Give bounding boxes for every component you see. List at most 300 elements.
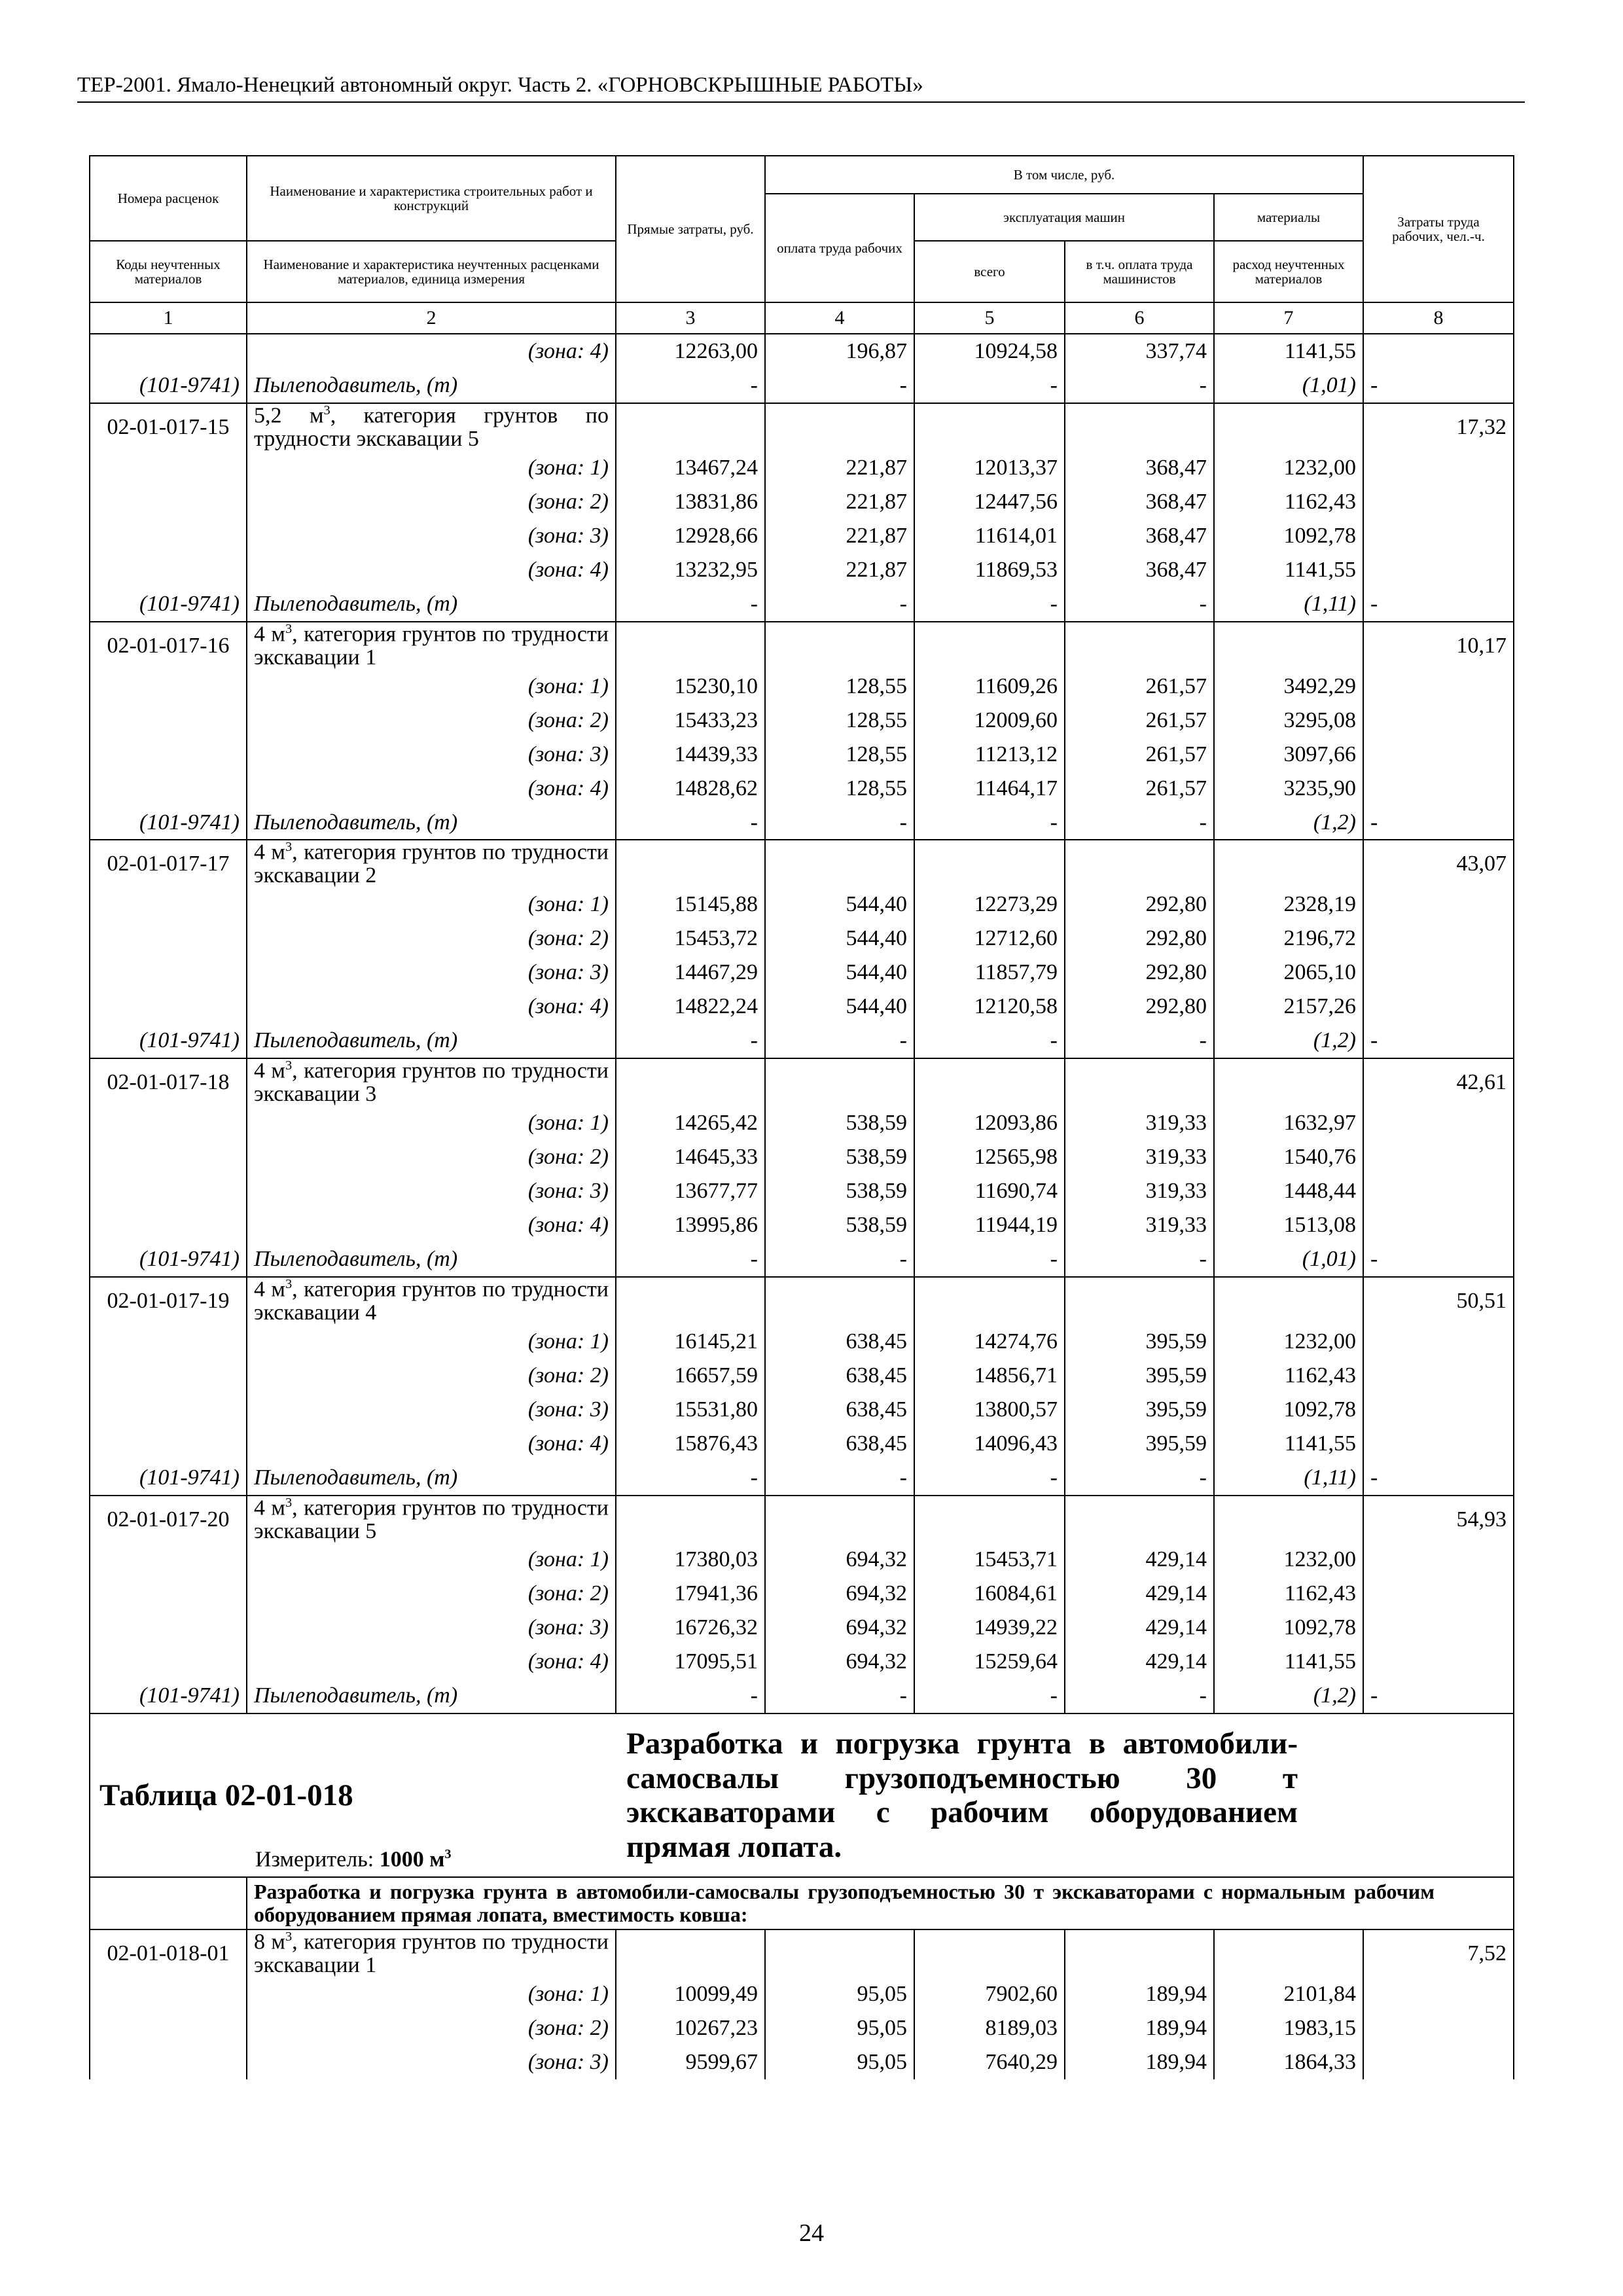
value-cell: 544,40: [765, 922, 914, 956]
description-text: , категория грунтов по трудности экскавации 1: [254, 622, 609, 670]
col6-header: в т.ч. оплата труда машинистов: [1065, 241, 1214, 302]
value-cell: 319,33: [1065, 1208, 1214, 1242]
empty-cell: [1363, 1577, 1514, 1611]
material-value: -: [1065, 1679, 1214, 1713]
value-cell: 14439,33: [616, 737, 765, 771]
material-labor: -: [1363, 1461, 1514, 1496]
empty-cell: [1214, 1496, 1363, 1543]
table-label: Таблица 02-01-018: [99, 1778, 353, 1812]
zone-label: (зона: 2): [247, 1359, 616, 1393]
value-cell: 10267,23: [616, 2011, 765, 2045]
material-value: (1,01): [1214, 368, 1363, 403]
empty-cell: [90, 1393, 247, 1427]
empty-cell: [90, 2011, 247, 2045]
material-code: (101-9741): [90, 1242, 247, 1277]
value-cell: 221,87: [765, 451, 914, 485]
labor-cost: 17,32: [1363, 403, 1514, 451]
column-number: 4: [765, 302, 914, 334]
empty-cell: [90, 888, 247, 922]
value-cell: 638,45: [765, 1393, 914, 1427]
col7-header: расход неучтенных материалов: [1214, 241, 1363, 302]
empty-cell: [90, 1208, 247, 1242]
value-cell: 17380,03: [616, 1543, 765, 1577]
value-cell: 11614,01: [914, 519, 1065, 553]
value-cell: 9599,67: [616, 2045, 765, 2079]
value-cell: 8189,03: [914, 2011, 1065, 2045]
value-cell: 14822,24: [616, 990, 765, 1024]
zone-row: [90, 922, 1514, 956]
value-cell: 15453,71: [914, 1543, 1065, 1577]
empty-cell: [1363, 1325, 1514, 1359]
material-value: (1,2): [1214, 805, 1363, 840]
column-number: 2: [247, 302, 616, 334]
zone-label: (зона: 3): [247, 1174, 616, 1208]
empty-cell: [1363, 1427, 1514, 1461]
zone-label: (зона: 3): [247, 519, 616, 553]
material-value: -: [765, 368, 914, 403]
empty-cell: [90, 703, 247, 737]
rate-code: 02-01-017-16: [90, 622, 247, 670]
material-value: -: [1065, 805, 1214, 840]
value-cell: 292,80: [1065, 922, 1214, 956]
empty-cell: [90, 990, 247, 1024]
value-cell: 638,45: [765, 1325, 914, 1359]
zone-label: (зона: 4): [247, 334, 616, 368]
value-cell: 221,87: [765, 485, 914, 519]
zone-row: [90, 451, 1514, 485]
zone-row: [90, 1977, 1514, 2011]
value-cell: 538,59: [765, 1140, 914, 1174]
value-cell: 14096,43: [914, 1427, 1065, 1461]
zone-label: (зона: 2): [247, 1577, 616, 1611]
col1-bottom-header: Коды неучтенных материалов: [90, 241, 247, 302]
value-cell: 196,87: [765, 334, 914, 368]
empty-cell: [1065, 1496, 1214, 1543]
empty-cell: [90, 1325, 247, 1359]
material-row: [90, 587, 1514, 622]
value-cell: 221,87: [765, 519, 914, 553]
material-name: Пылеподавитель, (т): [247, 805, 616, 840]
table-title: Разработка и погрузка грунта в автомобили-самосвалы грузоподъемностью 30 т экскаваторами с рабочим оборудованием прямая лопата.: [616, 1713, 1363, 1877]
empty-cell: [765, 1058, 914, 1106]
material-value: -: [616, 1679, 765, 1713]
empty-cell: [616, 840, 765, 888]
value-cell: 368,47: [1065, 451, 1214, 485]
empty-cell: [90, 1174, 247, 1208]
description-prefix: 8 м: [254, 1929, 285, 1954]
material-labor: -: [1363, 805, 1514, 840]
position-row: [90, 1929, 1514, 1977]
value-cell: 1632,97: [1214, 1106, 1363, 1140]
value-cell: 13995,86: [616, 1208, 765, 1242]
material-value: (1,11): [1214, 587, 1363, 622]
value-cell: 1162,43: [1214, 485, 1363, 519]
table-title-row: [90, 1713, 1514, 1877]
zone-row: [90, 1325, 1514, 1359]
material-labor: -: [1363, 1679, 1514, 1713]
zone-label: (зона: 1): [247, 1977, 616, 2011]
value-cell: 12263,00: [616, 334, 765, 368]
zone-row: [90, 1611, 1514, 1645]
zone-label: (зона: 3): [247, 737, 616, 771]
empty-cell: [1065, 622, 1214, 670]
position-row: [90, 1496, 1514, 1543]
empty-cell: [1363, 771, 1514, 805]
value-cell: 189,94: [1065, 1977, 1214, 2011]
value-cell: 95,05: [765, 2045, 914, 2079]
material-value: -: [765, 587, 914, 622]
empty-cell: [765, 840, 914, 888]
zone-row: [90, 2045, 1514, 2079]
value-cell: 13467,24: [616, 451, 765, 485]
empty-cell: [90, 922, 247, 956]
description-text: , категория грунтов по трудности экскавации 5: [254, 403, 609, 452]
labor-cost: 7,52: [1363, 1929, 1514, 1977]
value-cell: 544,40: [765, 990, 914, 1024]
empty-cell: [1363, 519, 1514, 553]
material-name: Пылеподавитель, (т): [247, 1024, 616, 1058]
rate-code: 02-01-017-17: [90, 840, 247, 888]
value-cell: 538,59: [765, 1208, 914, 1242]
value-cell: 429,14: [1065, 1645, 1214, 1679]
empty-cell: [90, 1877, 247, 1929]
zone-row: [90, 334, 1514, 368]
position-row: [90, 1277, 1514, 1325]
value-cell: 337,74: [1065, 334, 1214, 368]
value-cell: 13800,57: [914, 1393, 1065, 1427]
value-cell: 1864,33: [1214, 2045, 1363, 2079]
material-row: [90, 805, 1514, 840]
description-prefix: 4 м: [254, 622, 285, 647]
value-cell: 15453,72: [616, 922, 765, 956]
zone-label: (зона: 1): [247, 888, 616, 922]
position-description: 4 $м^3$, категория грунтов по трудности экскавации 4: [247, 1277, 616, 1325]
value-cell: 11869,53: [914, 553, 1065, 587]
value-cell: 11609,26: [914, 669, 1065, 703]
value-cell: 429,14: [1065, 1577, 1214, 1611]
labor-cost: 54,93: [1363, 1496, 1514, 1543]
zone-row: [90, 771, 1514, 805]
material-row: [90, 1679, 1514, 1713]
meter-value: 1000 м: [379, 1847, 445, 1872]
empty-cell: [1363, 553, 1514, 587]
position-description: 4 $м^3$, категория грунтов по трудности экскавации 2: [247, 840, 616, 888]
description-prefix: 4 м: [254, 1495, 285, 1520]
column-number: 7: [1214, 302, 1363, 334]
value-cell: 368,47: [1065, 485, 1214, 519]
value-cell: 1232,00: [1214, 1543, 1363, 1577]
empty-cell: [90, 1977, 247, 2011]
material-value: -: [765, 1242, 914, 1277]
empty-cell: [90, 519, 247, 553]
materials-header: материалы: [1214, 194, 1363, 241]
value-cell: 429,14: [1065, 1543, 1214, 1577]
value-cell: 14274,76: [914, 1325, 1065, 1359]
value-cell: 1162,43: [1214, 1359, 1363, 1393]
empty-cell: [616, 1277, 765, 1325]
zone-label: (зона: 2): [247, 922, 616, 956]
value-cell: 16084,61: [914, 1577, 1065, 1611]
value-cell: 14467,29: [616, 956, 765, 990]
meter: Измеритель: 1000 $м^3$: [255, 1847, 452, 1872]
empty-cell: [914, 1277, 1065, 1325]
material-name: Пылеподавитель, (т): [247, 587, 616, 622]
description-prefix: 5,2 м: [254, 403, 324, 428]
value-cell: 319,33: [1065, 1106, 1214, 1140]
value-cell: 17095,51: [616, 1645, 765, 1679]
value-cell: 15145,88: [616, 888, 765, 922]
value-cell: 395,59: [1065, 1325, 1214, 1359]
material-name: Пылеподавитель, (т): [247, 1242, 616, 1277]
value-cell: 7902,60: [914, 1977, 1065, 2011]
value-cell: 12120,58: [914, 990, 1065, 1024]
machines-header: эксплуатация машин: [914, 194, 1214, 241]
value-cell: 1513,08: [1214, 1208, 1363, 1242]
material-value: -: [1065, 368, 1214, 403]
column-number: 8: [1363, 302, 1514, 334]
value-cell: 12565,98: [914, 1140, 1065, 1174]
empty-cell: [1363, 737, 1514, 771]
zone-label: (зона: 3): [247, 1393, 616, 1427]
value-cell: 2065,10: [1214, 956, 1363, 990]
position-row: [90, 403, 1514, 451]
empty-cell: [90, 1140, 247, 1174]
empty-cell: [1065, 1929, 1214, 1977]
group-header: В том числе, руб.: [765, 156, 1363, 194]
position-description: 4 $м^3$, категория грунтов по трудности экскавации 5: [247, 1496, 616, 1543]
value-cell: 544,40: [765, 888, 914, 922]
value-cell: 3235,90: [1214, 771, 1363, 805]
value-cell: 261,57: [1065, 737, 1214, 771]
value-cell: 128,55: [765, 771, 914, 805]
value-cell: 17941,36: [616, 1577, 765, 1611]
labor-cost: 10,17: [1363, 622, 1514, 670]
value-cell: 16145,21: [616, 1325, 765, 1359]
position-description: 4 $м^3$, категория грунтов по трудности экскавации 3: [247, 1058, 616, 1106]
empty-cell: [1363, 1174, 1514, 1208]
empty-cell: [914, 1929, 1065, 1977]
value-cell: 1092,78: [1214, 1611, 1363, 1645]
value-cell: 694,32: [765, 1543, 914, 1577]
value-cell: 3492,29: [1214, 669, 1363, 703]
value-cell: 7640,29: [914, 2045, 1065, 2079]
value-cell: 538,59: [765, 1174, 914, 1208]
zone-label: (зона: 2): [247, 2011, 616, 2045]
value-cell: 14265,42: [616, 1106, 765, 1140]
empty-cell: [1363, 1645, 1514, 1679]
material-value: -: [914, 1679, 1065, 1713]
material-value: -: [765, 805, 914, 840]
zone-label: (зона: 2): [247, 485, 616, 519]
empty-cell: [90, 334, 247, 368]
value-cell: 3295,08: [1214, 703, 1363, 737]
value-cell: 2196,72: [1214, 922, 1363, 956]
zone-row: [90, 669, 1514, 703]
zone-row: [90, 1106, 1514, 1140]
empty-cell: [1363, 2045, 1514, 2079]
zone-label: (зона: 4): [247, 1427, 616, 1461]
material-value: (1,2): [1214, 1024, 1363, 1058]
value-cell: 128,55: [765, 669, 914, 703]
value-cell: 292,80: [1065, 888, 1214, 922]
value-cell: 16657,59: [616, 1359, 765, 1393]
material-name: Пылеподавитель, (т): [247, 368, 616, 403]
empty-cell: [1214, 1929, 1363, 1977]
col8-header: Затраты труда рабочих, чел.-ч.: [1363, 156, 1514, 302]
section-heading: Разработка и погрузка грунта в автомобили-самосвалы грузоподъемностью 30 т экскаваторами с нормальным рабочим оборудованием прямая лопата, вместимость ковша:: [247, 1877, 1514, 1929]
empty-cell: [1214, 622, 1363, 670]
value-cell: 95,05: [765, 1977, 914, 2011]
empty-cell: [90, 1427, 247, 1461]
material-value: -: [914, 368, 1065, 403]
value-cell: 15259,64: [914, 1645, 1065, 1679]
empty-cell: [1363, 334, 1514, 368]
value-cell: 221,87: [765, 553, 914, 587]
column-number: 5: [914, 302, 1065, 334]
position-description: 4 $м^3$, категория грунтов по трудности экскавации 1: [247, 622, 616, 670]
value-cell: 14645,33: [616, 1140, 765, 1174]
material-value: -: [1065, 1024, 1214, 1058]
empty-cell: [90, 1577, 247, 1611]
value-cell: 429,14: [1065, 1611, 1214, 1645]
empty-cell: [1363, 1977, 1514, 2011]
empty-cell: [1214, 840, 1363, 888]
position-description: 5,2 $м^3$, категория грунтов по трудности экскавации 5: [247, 403, 616, 451]
empty-cell: [1363, 1140, 1514, 1174]
empty-cell: [616, 1929, 765, 1977]
material-value: -: [616, 587, 765, 622]
value-cell: 15433,23: [616, 703, 765, 737]
col1-top-header: Номера расценок: [90, 156, 247, 241]
description-text: , категория грунтов по трудности экскавации 2: [254, 840, 609, 888]
value-cell: 3097,66: [1214, 737, 1363, 771]
col5-header: всего: [914, 241, 1065, 302]
value-cell: 2328,19: [1214, 888, 1363, 922]
zone-row: [90, 485, 1514, 519]
rate-code: 02-01-018-01: [90, 1929, 247, 1977]
value-cell: 95,05: [765, 2011, 914, 2045]
zone-row: [90, 2011, 1514, 2045]
empty-cell: [90, 485, 247, 519]
value-cell: 694,32: [765, 1611, 914, 1645]
material-row: [90, 1024, 1514, 1058]
empty-cell: [90, 2045, 247, 2079]
zone-row: [90, 1543, 1514, 1577]
material-labor: -: [1363, 1242, 1514, 1277]
zone-row: [90, 1174, 1514, 1208]
material-value: -: [765, 1461, 914, 1496]
value-cell: 10924,58: [914, 334, 1065, 368]
value-cell: 189,94: [1065, 2011, 1214, 2045]
value-cell: 538,59: [765, 1106, 914, 1140]
value-cell: 319,33: [1065, 1174, 1214, 1208]
material-value: (1,01): [1214, 1242, 1363, 1277]
material-value: -: [914, 805, 1065, 840]
value-cell: 15876,43: [616, 1427, 765, 1461]
empty-cell: [914, 1496, 1065, 1543]
zone-label: (зона: 3): [247, 956, 616, 990]
column-number: 3: [616, 302, 765, 334]
value-cell: 15531,80: [616, 1393, 765, 1427]
value-cell: 638,45: [765, 1359, 914, 1393]
col2-top-header: Наименование и характеристика строительных работ и конструкций: [247, 156, 616, 241]
zone-label: (зона: 1): [247, 1325, 616, 1359]
labor-cost: 50,51: [1363, 1277, 1514, 1325]
empty-cell: [1065, 1277, 1214, 1325]
value-cell: 13232,95: [616, 553, 765, 587]
value-cell: 12712,60: [914, 922, 1065, 956]
zone-label: (зона: 4): [247, 771, 616, 805]
empty-cell: [1363, 922, 1514, 956]
description-text: , категория грунтов по трудности экскавации 3: [254, 1058, 609, 1107]
empty-cell: [914, 403, 1065, 451]
empty-cell: [765, 1929, 914, 1977]
material-row: [90, 368, 1514, 403]
empty-cell: [616, 1058, 765, 1106]
empty-cell: [1363, 1543, 1514, 1577]
material-labor: -: [1363, 1024, 1514, 1058]
value-cell: 261,57: [1065, 703, 1214, 737]
empty-cell: [90, 737, 247, 771]
value-cell: 292,80: [1065, 956, 1214, 990]
value-cell: 368,47: [1065, 519, 1214, 553]
value-cell: 12093,86: [914, 1106, 1065, 1140]
zone-label: (зона: 1): [247, 451, 616, 485]
rates-table: [89, 155, 1514, 2079]
empty-cell: [90, 1359, 247, 1393]
zone-label: (зона: 3): [247, 1611, 616, 1645]
empty-cell: [90, 1645, 247, 1679]
material-value: -: [616, 1461, 765, 1496]
value-cell: 10099,49: [616, 1977, 765, 2011]
material-value: -: [765, 1679, 914, 1713]
value-cell: 544,40: [765, 956, 914, 990]
empty-cell: [1363, 2011, 1514, 2045]
zone-row: [90, 703, 1514, 737]
material-value: (1,11): [1214, 1461, 1363, 1496]
value-cell: 1162,43: [1214, 1577, 1363, 1611]
value-cell: 395,59: [1065, 1427, 1214, 1461]
empty-cell: [1363, 1393, 1514, 1427]
material-value: -: [914, 587, 1065, 622]
empty-cell: [90, 1611, 247, 1645]
meter-label: Измеритель:: [255, 1847, 374, 1872]
value-cell: 13677,77: [616, 1174, 765, 1208]
position-row: [90, 1058, 1514, 1106]
position-description: 8 $м^3$, категория грунтов по трудности экскавации 1: [247, 1929, 616, 1977]
value-cell: 694,32: [765, 1645, 914, 1679]
value-cell: 128,55: [765, 737, 914, 771]
zone-row: [90, 1393, 1514, 1427]
material-code: (101-9741): [90, 1461, 247, 1496]
value-cell: 11690,74: [914, 1174, 1065, 1208]
zone-row: [90, 888, 1514, 922]
col3-header: Прямые затраты, руб.: [616, 156, 765, 302]
value-cell: 13831,86: [616, 485, 765, 519]
value-cell: 261,57: [1065, 669, 1214, 703]
description-prefix: 4 м: [254, 1277, 285, 1302]
value-cell: 1448,44: [1214, 1174, 1363, 1208]
zone-row: [90, 1645, 1514, 1679]
description-text: , категория грунтов по трудности экскавации 1: [254, 1929, 609, 1978]
material-name: Пылеподавитель, (т): [247, 1679, 616, 1713]
page-header: ТЕР-2001. Ямало-Ненецкий автономный округ. Часть 2. «ГОРНОВСКРЫШНЫЕ РАБОТЫ»: [77, 73, 1525, 103]
empty-cell: [616, 622, 765, 670]
zone-label: (зона: 1): [247, 669, 616, 703]
value-cell: 1141,55: [1214, 334, 1363, 368]
empty-cell: [765, 1496, 914, 1543]
value-cell: 128,55: [765, 703, 914, 737]
